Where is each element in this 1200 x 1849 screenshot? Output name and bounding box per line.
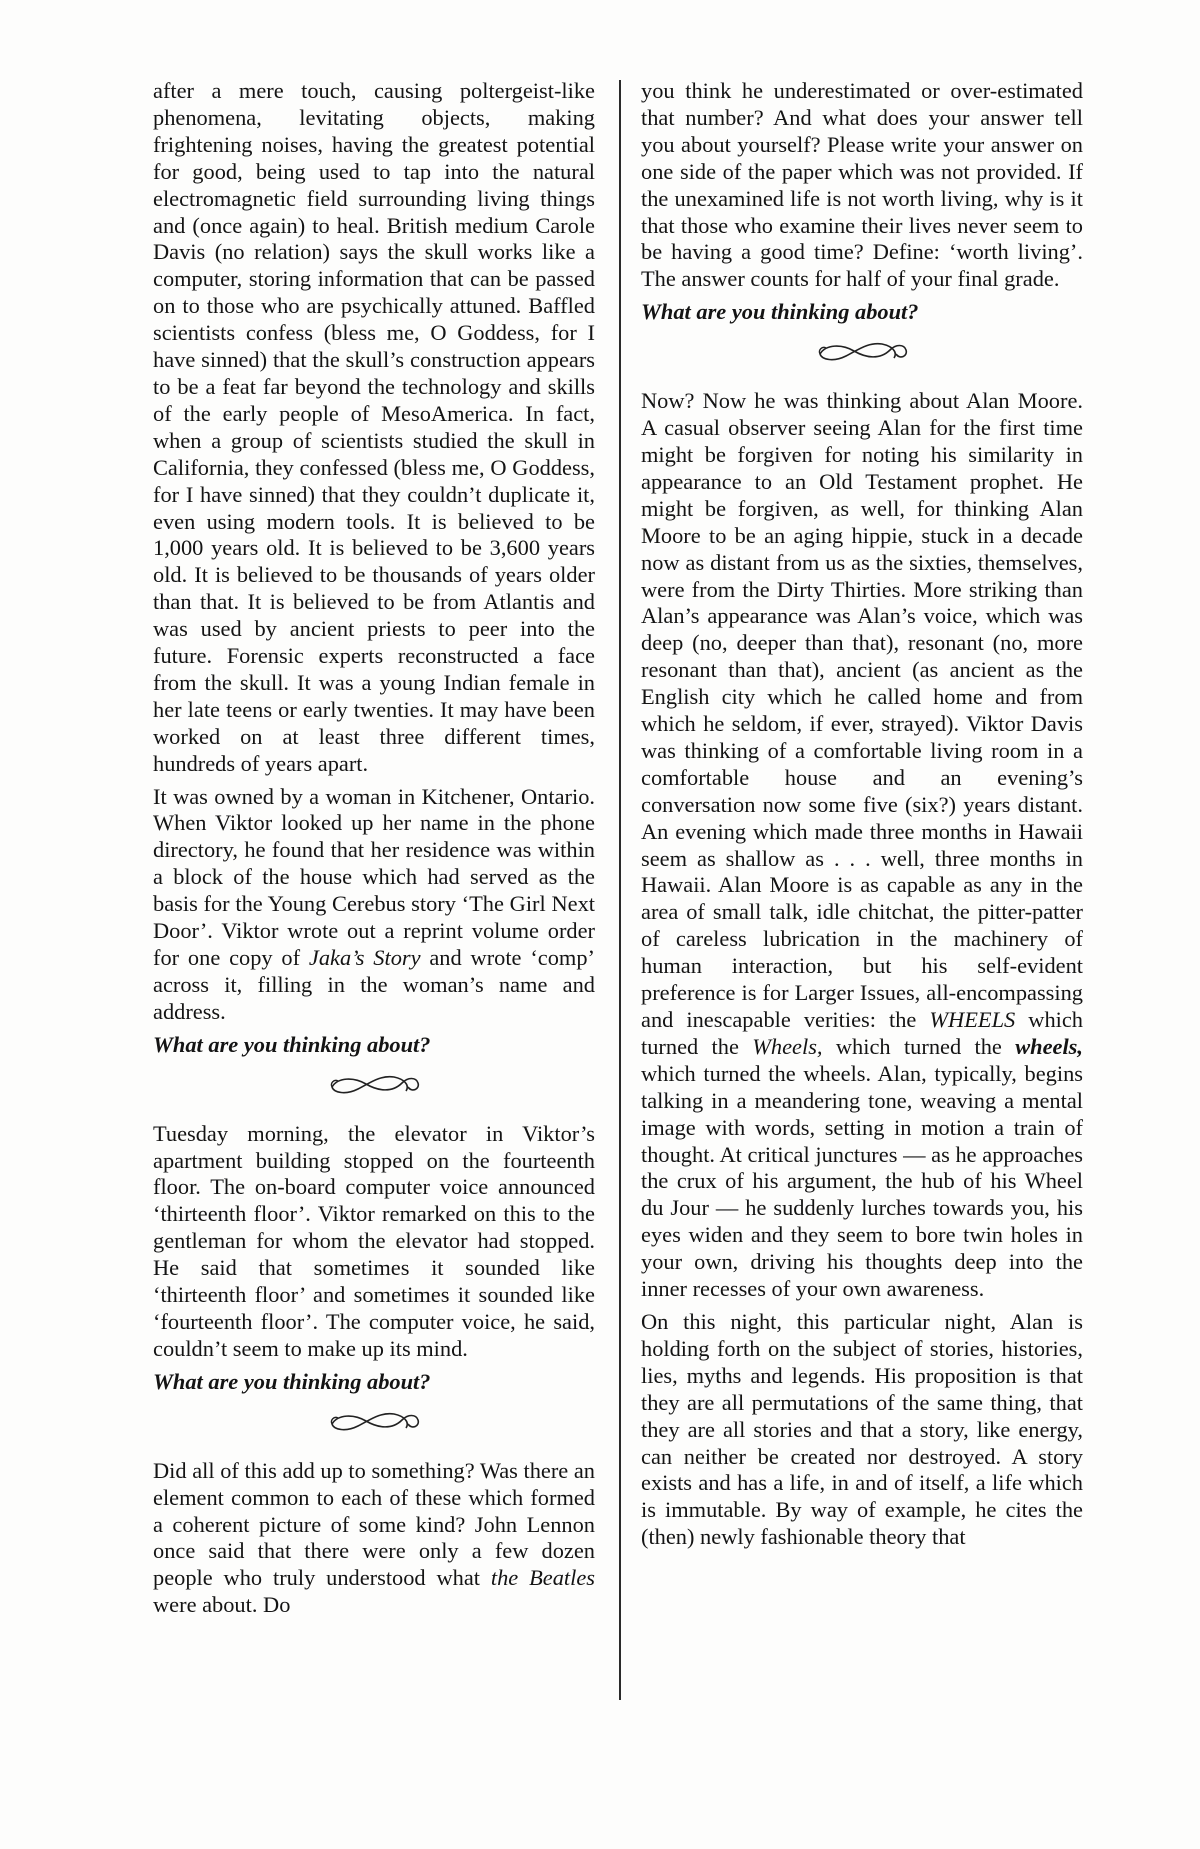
text-run: which turned the wheels. Alan, typically, begins talking in a meandering tone, weaving a mental image with words, setting in motion a train of thought. At critical junctures — as he approaches the crux of his argument, the hub of his Wheel du Jour — he suddenly lurches towards you, his eyes widen and they seem to bore twin holes in your own, driving his thoughts deep into the inner recesses of your own awareness.: [641, 1060, 1083, 1302]
text-run: Did all of this add up to something? Was there an element common to each of these which formed a coherent picture of some kind? John Lennon once said that there were only a few dozen people who truly understood what: [153, 1457, 595, 1591]
refrain-question: What are you thinking about?: [641, 299, 919, 325]
flourish-ornament-icon: [812, 336, 912, 366]
text-run: and wrote ‘comp’ across it, filling in the woman’s name and address.: [153, 945, 595, 1024]
paragraph: you think he underestimated or over-estimated that number? And what does your answer tell you about yourself? Please write your answer on one side of the paper which was not provided. If the unexamined life is not worth living, why is it that those who examine their lives never seem to be having a good time? Define: ‘worth living’. The answer counts for half of your final grade.: [641, 78, 1083, 292]
flourish-ornament-icon: [641, 336, 1083, 376]
flourish-ornament-icon: [324, 1406, 424, 1436]
refrain-question: What are you thinking about?: [153, 1031, 431, 1057]
paragraph: [153, 1458, 595, 1619]
text-run: which turned the: [641, 1007, 1083, 1059]
left-column: [153, 78, 595, 1625]
text-run: which turned the: [822, 1033, 1016, 1059]
text-run: Now? Now he was thinking about Alan Moore. A casual observer seeing Alan for the first time might be forgiven for noting his similarity in appearance to an Old Testament prophet. He might be forgiven, as well, for thinking Alan Moore to be an aging hippie, stuck in a decade now as distant from us as the sixties, themselves, were from the Dirty Thirties. More striking than Alan’s appearance was Alan’s voice, which was deep (no, deeper than that), resonant (no, more resonant than that), ancient (as ancient as the English city which he called home and from which he seldom, if ever, strayed). Viktor Davis was thinking of a comfortable living room in a comfortable house and an evening’s conversation now some five (six?) years distant. An evening which made three months in Hawaii seem as shallow as . . . well, three months in Hawaii. Alan Moore is as capable as any in the area of small talk, idle chitchat, the pitter-patter of careless lubrication in the machinery of human interaction, but his self-evident preference is for Larger Issues, all-encompassing and inescapable verities: the: [641, 388, 1083, 1032]
flourish-ornament-icon: [153, 1069, 595, 1109]
text-run: It was owned by a woman in Kitchener, Ontario. When Viktor looked up her name in the phone directory, he found that her residence was within a block of the house which had served as the basis for the Young Cerebus story ‘The Girl Next Door’. Viktor wrote out a reprint volume order for one copy of: [153, 783, 595, 970]
flourish-ornament-icon: [153, 1406, 595, 1446]
paragraph: after a mere touch, causing poltergeist-like phenomena, levitating objects, making frightening noises, having the greatest potential for good, being used to tap into the natural electromagnetic field surrounding living things and (once again) to heal. British medium Carole Davis (no relation) says the skull works like a computer, storing information that can be passed on to those who are psychically attuned. Baffled scientists confess (bless me, O Goddess, for I have sinned) that the skull’s construction appears to be a feat far beyond the technology and skills of the early people of MesoAmerica. In fact, when a group of scientists studied the skull in California, they confessed (bless me, O Goddess, for I have sinned) that they couldn’t duplicate it, even using modern tools. It is believed to be 1,000 years old. It is believed to be 3,600 years old. It is believed to be thousands of years older than that. It is believed to be from Atlantis and was used by ancient priests to peer into the future. Forensic experts reconstructed a face from the skull. It was a young Indian female in her late teens or early twenties. It may have been worked on at least three different times, hundreds of years apart.: [153, 78, 595, 776]
paragraph: Tuesday morning, the elevator in Viktor’s apartment building stopped on the fourteenth floor. The on-board computer voice announced ‘thirteenth floor’. Viktor remarked on this to the gentleman for whom the elevator had stopped. He said that sometimes it sounded like ‘thirteenth floor’ and sometimes it sounded like ‘fourteenth floor’. The computer voice, he said, couldn’t seem to make up its mind.: [153, 1120, 595, 1361]
text-run: were about. Do: [153, 1592, 291, 1618]
paragraph: [641, 388, 1083, 1303]
column-divider: [619, 80, 621, 1700]
emphasis-wheels: WHEELS: [929, 1007, 1016, 1032]
emphasis-wheels: Wheels,: [752, 1033, 823, 1059]
paragraph: [153, 784, 595, 1026]
book-title: Jaka’s Story: [308, 945, 421, 970]
paragraph: On this night, this particular night, Alan is holding forth on the subject of stories, histories, lies, myths and legends. His proposition is that they are all permutations of the same thing, that they are all stories and that a story, like energy, can neither be created nor destroyed. A story exists and has a life, in and of itself, a life which is immutable. By way of example, he cites the (then) newly fashionable theory that: [641, 1308, 1083, 1550]
right-column: [641, 78, 1083, 1557]
band-name: the Beatles: [490, 1565, 595, 1591]
flourish-ornament-icon: [324, 1069, 424, 1099]
refrain-question: What are you thinking about?: [153, 1368, 431, 1394]
emphasis-wheels: wheels,: [1015, 1033, 1083, 1059]
